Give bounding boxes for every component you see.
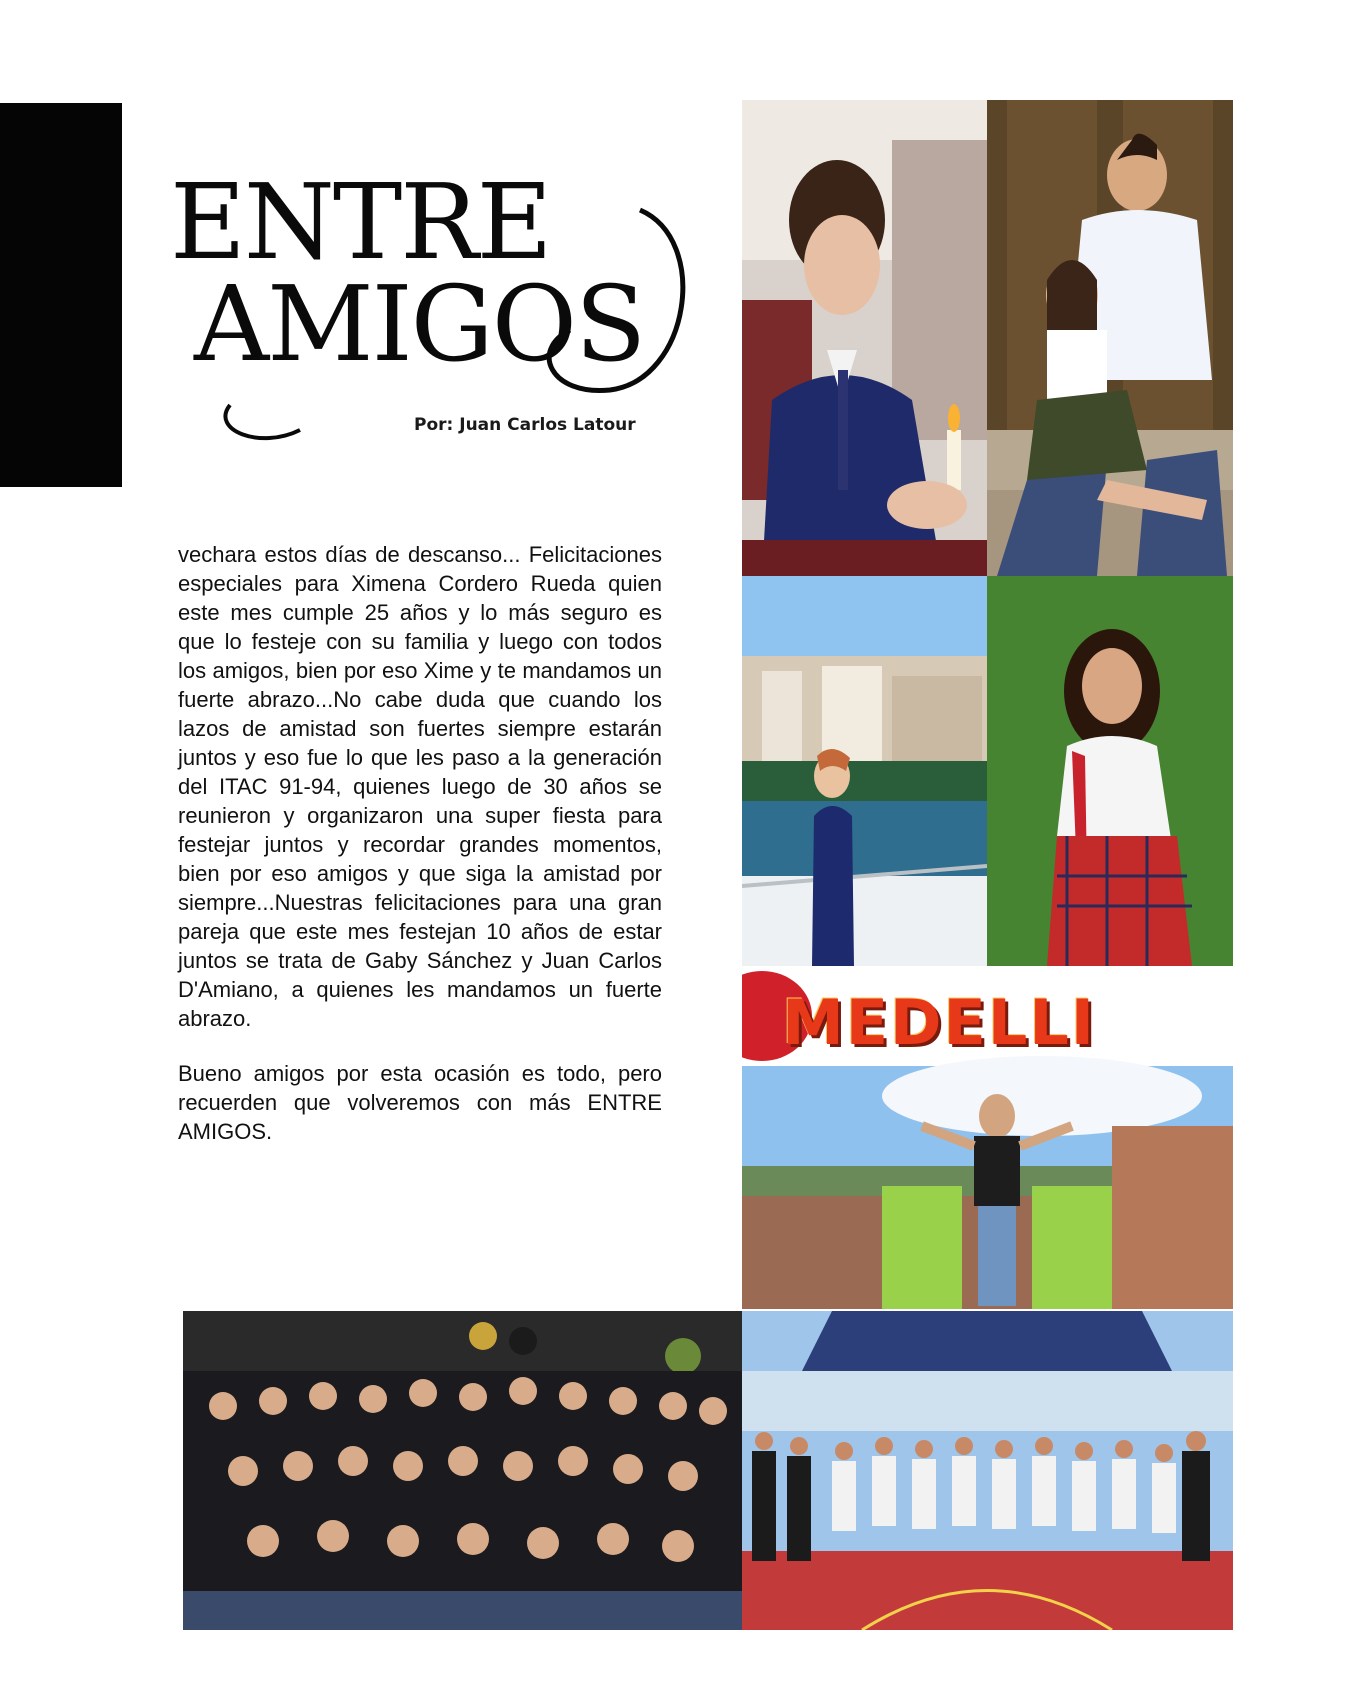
- article-paragraph-1: vechara estos días de descanso... Felicitaciones especiales para Ximena Cordero Rueda quien este mes cumple 25 años y lo más seguro es que lo festeje con su familia y luego con todos los amigos, bien por eso Xime y te mandamos un fuerte abrazo...No cabe duda que cuando los lazos de amistad son fuertes siempre estarán juntos y eso fue lo que les paso a la generación del ITAC 91-94, quienes luego de 30 años se reunieron y organizaron una super fiesta para festejar juntos y recordar grandes momentos, bien por eso amigos y que siga la amistad por siempre...Nuestras felicitaciones para una gran pareja que este mes festejan 10 años de estar juntos se trata de Gaby Sánchez y Juan Carlos D'Amiano, a quienes les mandamos un fuerte abrazo.: [178, 542, 662, 1031]
- title-swash-ornament: [170, 150, 710, 450]
- photo-young-man-candle: [742, 100, 987, 576]
- photo-party-group: [183, 1311, 742, 1630]
- medellin-sign-text: MEDELLI: [782, 986, 1096, 1059]
- title-line-1: ENTRE: [170, 161, 551, 283]
- photo-student-green-wall: [987, 576, 1233, 966]
- photo-medellin-sign: [742, 966, 1233, 1309]
- byline: Por: Juan Carlos Latour: [414, 415, 636, 435]
- photo-couple-door: [987, 100, 1233, 576]
- page-title: [170, 150, 710, 450]
- article-paragraph-2: Bueno amigos por esta ocasión es todo, pero recuerden que volveremos con más ENTRE AMIGOS.: [178, 1061, 662, 1144]
- black-accent-bar: [0, 103, 122, 487]
- title-line-2: AMIGOS: [194, 263, 645, 385]
- photo-basketball-team: [742, 1311, 1233, 1630]
- article-body: [178, 540, 662, 1172]
- photo-woman-harbor: [742, 576, 987, 966]
